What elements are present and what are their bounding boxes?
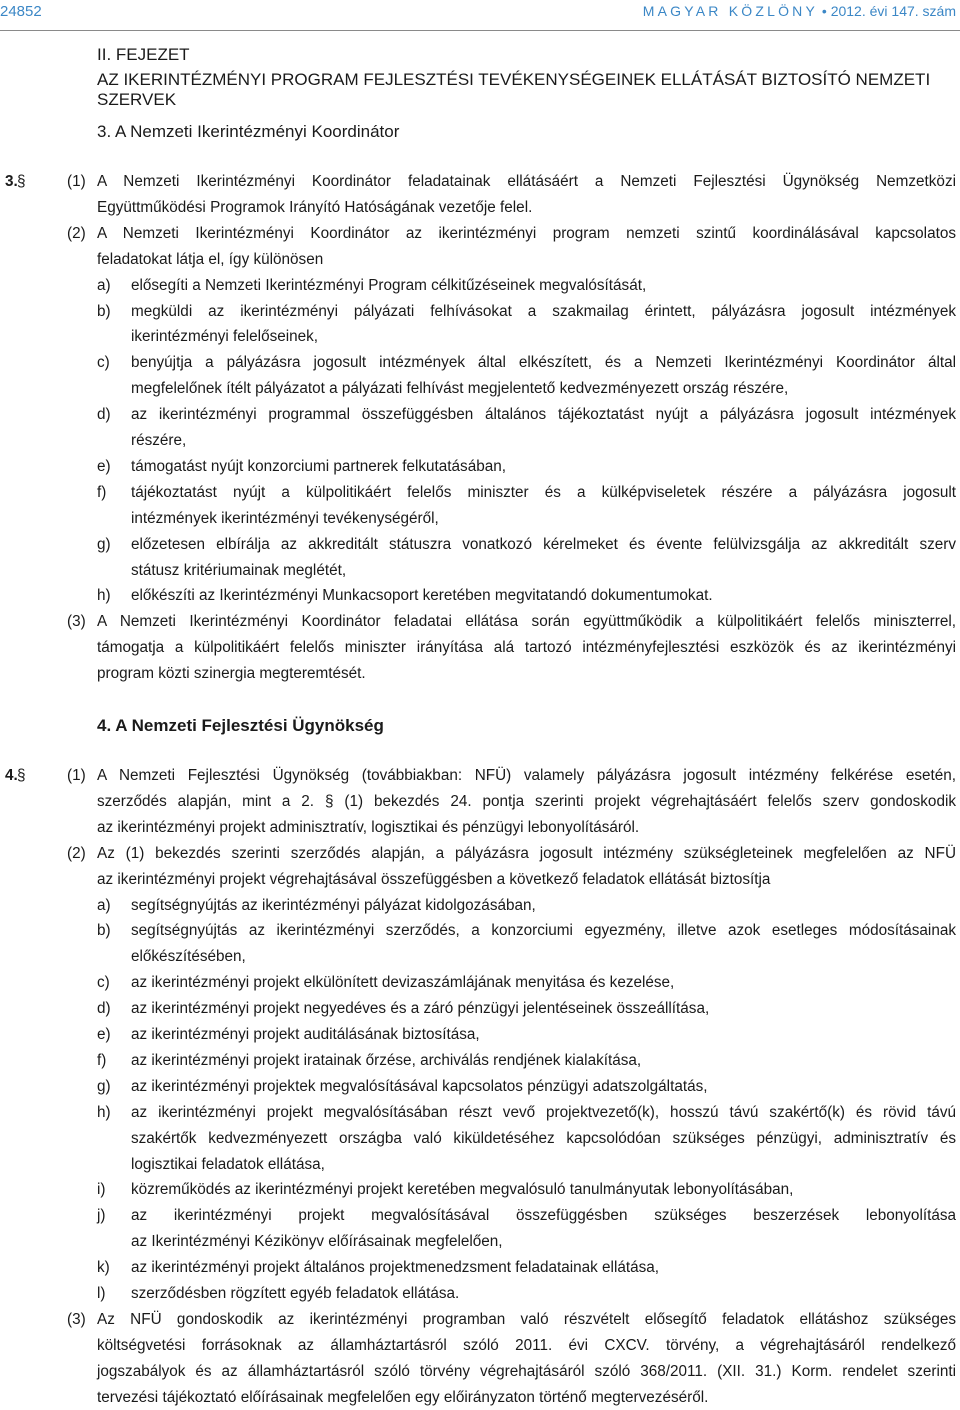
section-4-item-line: az ikerintézményi projekt elkülönített devizaszámlájának menyitása és kezelése, xyxy=(131,974,675,992)
journal-name: MAGYAR KÖZLÖNY xyxy=(642,3,819,19)
page-number: 24852 xyxy=(0,3,42,20)
section-4-item-line: szerződésben rögzített egyéb feladatok ellátása. xyxy=(131,1285,460,1302)
section-4-paragraph-line: jogszabályok és az államháztartásról szóló törvény végrehajtásáról szóló 368/2011. (XII. 31.) Korm. rendelet szerinti xyxy=(97,1362,956,1380)
section-4-item-mark: b) xyxy=(97,922,111,940)
section-4-item-line: az ikerintézményi projekt megvalósításában részt vevő projektvezető(k), hosszú távú szakértő(k) és rövid távú xyxy=(131,1103,956,1121)
section-4-item-mark: a) xyxy=(97,896,111,914)
section-4-paragraph-line: az ikerintézményi projekt végrehajtásával összefüggésben a következő feladatok ellátását biztosítja xyxy=(97,870,771,888)
section-4-paragraph-line: Az (1) bekezdés szerinti szerződés alapján, a pályázásra jogosult intézmény szükségleteinek megfelelően az NFÜ xyxy=(97,844,956,862)
section-3-paragraph-line: feladatokat látja el, így különösen xyxy=(97,250,324,268)
section-4-paragraph-line: tervezési tájékoztató előírásainak megfelelően egy előirányzaton történő megtervezéséről. xyxy=(97,1388,709,1406)
section-4-item-line: az ikerintézményi projekt iratainak őrzése, archiválás rendjének kialakítása, xyxy=(131,1051,642,1069)
section-4-number: 4. xyxy=(5,767,18,784)
section-4-item-line: segítségnyújtás az ikerintézményi szerződés, a konzorciumi egyezmény, illetve azok esetleges módosításainak xyxy=(131,922,956,940)
section-3-paragraph-mark: (2) xyxy=(67,224,86,242)
section-4-item-line: az ikerintézményi projekt negyedéves és a záró pénzügyi jelentéseinek összeállítása, xyxy=(131,1000,710,1018)
section-3-paragraph-line: A Nemzeti Ikerintézményi Koordinátor feladatai ellátása során együttműködik a külpolitikáért felelős miniszterrel, xyxy=(97,613,956,631)
section-4-paragraph-line: Az NFÜ gondoskodik az ikerintézményi programban való részvételt elősegítő feladatok ellátáshoz szükséges xyxy=(97,1310,956,1328)
section-3-paragraph-line: A Nemzeti Ikerintézményi Koordinátor feladatainak ellátásáért a Nemzeti Fejlesztési Ügynökség Nemzetközi xyxy=(97,173,956,190)
section-3-section-sign: § xyxy=(17,173,26,190)
section-3-item-mark: h) xyxy=(97,587,111,605)
section-3-item-mark: b) xyxy=(97,302,111,320)
section-3-paragraph-line: A Nemzeti Ikerintézményi Koordinátor az ikerintézményi program nemzeti szintű koordinálásával kapcsolatos xyxy=(97,224,956,242)
section-4-item-line: előkészítésében, xyxy=(131,948,246,966)
section-3-item-line: státusz kritériumainak meglétét, xyxy=(131,561,347,579)
journal-title xyxy=(643,3,956,19)
section-4-paragraph-line: szerződés alapján, mint a 2. § (1) bekezdés 24. pontja szerinti projekt végrehajtásáért felelős szerv gondoskodik xyxy=(97,792,956,810)
section-4-item-line: az ikerintézményi projektek megvalósításával kapcsolatos pénzügyi adatszolgáltatás, xyxy=(131,1077,708,1095)
section-3-item-line: ikerintézményi felelőseinek, xyxy=(131,328,319,346)
section-3-item-line: támogatást nyújt konzorciumi partnerek felkutatásában, xyxy=(131,457,506,475)
section-3-item-line: intézmények ikerintézményi tevékenységéről, xyxy=(131,509,439,527)
section-3-item-line: az ikerintézményi programmal összefüggésben általános tájékoztatást nyújt a pályázásra jogosult intézmények xyxy=(131,406,956,424)
section-3-item-mark: a) xyxy=(97,276,111,294)
section-4-item-mark: l) xyxy=(97,1285,106,1302)
section-3-paragraph-line: támogatja a külpolitikáért felelős miniszter irányítása alá tartozó intézményfejlesztési eszközök és az ikerintézményi xyxy=(97,639,956,657)
section-3-item-line: elősegíti a Nemzeti Ikerintézményi Program célkitűzéseinek megvalósítását, xyxy=(131,276,647,294)
section-4-item-line: az ikerintézményi projekt általános projektmenedzsment feladatainak ellátása, xyxy=(131,1259,660,1277)
section-4-item-line: az ikerintézményi projekt auditálásának biztosítása, xyxy=(131,1026,480,1043)
section-3-item-mark: g) xyxy=(97,535,111,553)
section-3-paragraph-mark: (1) xyxy=(67,173,86,190)
section-4-item-mark: h) xyxy=(97,1103,111,1121)
section-4-paragraph-line: költségvetési forrásoknak az államháztartásról szóló 2011. évi CXCV. törvény, a végrehajtásáról rendelkező xyxy=(97,1336,956,1354)
section-4-item-mark: f) xyxy=(97,1051,107,1069)
section-4-item-mark: d) xyxy=(97,1000,111,1018)
section-4-paragraph-line: az ikerintézményi projekt adminisztratív, logisztikai és pénzügyi lebonyolításáról. xyxy=(97,818,640,836)
journal-issue: • 2012. évi 147. szám xyxy=(821,3,956,19)
section-3-paragraph-mark: (3) xyxy=(67,613,86,631)
section-4-paragraph-mark: (2) xyxy=(67,844,86,862)
section-4-item-line: közreműködés az ikerintézményi projekt keretében megvalósuló tanulmányutak lebonyolításában, xyxy=(131,1181,794,1199)
section-3-item-line: megküldi az ikerintézményi pályázati felhívásokat a szakmailag érintett, pályázásra jogosult intézmények xyxy=(131,302,956,320)
section-3-number: 3. xyxy=(5,173,18,190)
page-header xyxy=(0,0,960,31)
section-3-item-mark: e) xyxy=(97,457,111,475)
section-3-item-mark: c) xyxy=(97,354,110,372)
section-4-item-line: szakértők kedvezményezett országba való kiküldetéséhez kapcsolódóan szükséges pénzügyi, adminisztratív és xyxy=(131,1129,956,1147)
section-3-title: 3. A Nemzeti Ikerintézményi Koordinátor xyxy=(97,122,400,141)
section-4-item-mark: j) xyxy=(97,1207,106,1225)
chapter-title: AZ IKERINTÉZMÉNYI PROGRAM FEJLESZTÉSI TEVÉKENYSÉGEINEK ELLÁTÁSÁT BIZTOSÍTÓ NEMZETI SZERVEK xyxy=(97,70,931,109)
section-4-item-line: segítségnyújtás az ikerintézményi pályázat kidolgozásában, xyxy=(131,896,536,914)
section-4-item-mark: i) xyxy=(97,1181,106,1199)
section-3-item-line: benyújtja a pályázásra jogosult intézmények által elkészített, és a Nemzeti Ikerintézményi Koordinátor által xyxy=(131,354,956,372)
section-4-paragraph-mark: (3) xyxy=(67,1310,86,1328)
section-4-paragraph-mark: (1) xyxy=(67,767,86,784)
section-4-item-line: logisztikai feladatok ellátása, xyxy=(131,1155,325,1173)
section-4-item-mark: c) xyxy=(97,974,110,992)
section-4-item-mark: e) xyxy=(97,1026,111,1043)
section-4-item-mark: k) xyxy=(97,1259,110,1277)
section-4-title: 4. A Nemzeti Fejlesztési Ügynökség xyxy=(97,716,384,735)
section-4-item-mark: g) xyxy=(97,1077,111,1095)
section-4-item-line: az Ikerintézményi Kézikönyv előírásainak megfelelően, xyxy=(131,1233,503,1251)
section-3-item-line: tájékoztatást nyújt a külpolitikáért felelős miniszter és a külképviseletek részére a pályázásra jogosult xyxy=(131,483,956,501)
chapter-number: II. FEJEZET xyxy=(97,45,190,64)
section-3-item-line: részére, xyxy=(131,432,187,449)
section-3-item-line: előkészíti az Ikerintézményi Munkacsoport keretében megvitatandó dokumentumokat. xyxy=(131,587,713,605)
section-3-item-mark: f) xyxy=(97,483,107,501)
section-4-item-line: az ikerintézményi projekt megvalósításával összefüggésben szükséges beszerzések lebonyolítása xyxy=(131,1207,956,1225)
section-4-paragraph-line: A Nemzeti Fejlesztési Ügynökség (továbbiakban: NFÜ) valamely pályázásra jogosult intézmény felkérése esetén, xyxy=(97,767,956,784)
section-3-paragraph-line: program közti szinergia megteremtését. xyxy=(97,665,366,683)
section-3-item-line: megfelelőnek ítélt pályázatot a pályázati felhívást megjelentető kedvezményezett ország részére, xyxy=(131,380,789,398)
section-3-item-line: előzetesen elbírálja az akkreditált státuszra vonatkozó kérelmeket és évente felülvizsgálja az akkreditált szerv xyxy=(131,535,956,553)
section-3-paragraph-line: Együttműködési Programok Irányító Hatóságának vezetője felel. xyxy=(97,198,533,216)
section-4-section-sign: § xyxy=(17,767,26,784)
section-3-item-mark: d) xyxy=(97,406,111,424)
